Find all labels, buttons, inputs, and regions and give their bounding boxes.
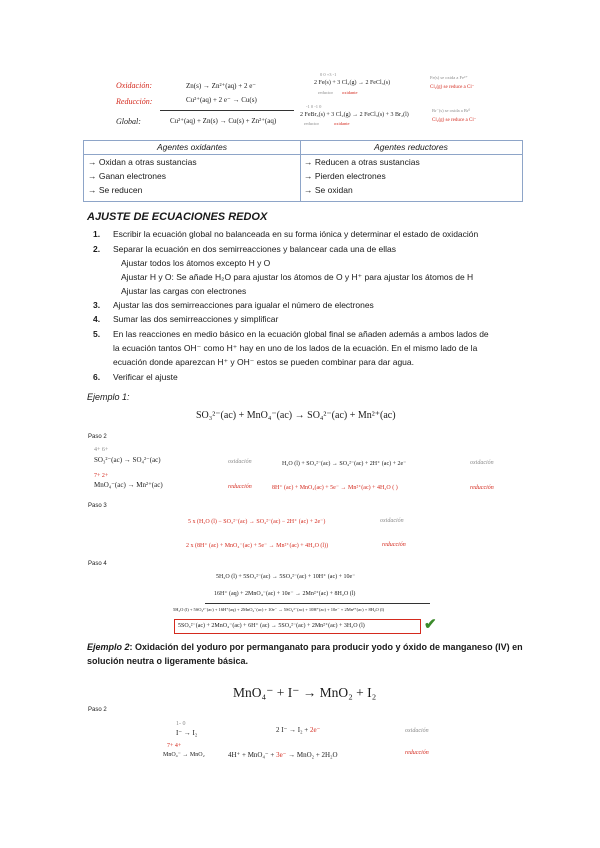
- example2-title-italic: Ejemplo 2: [87, 642, 130, 652]
- cu-reduction-eq: Cu²⁺(aq) + 2 e⁻ → Cu(s): [186, 96, 257, 104]
- step5-line-3: ecuación donde aparezcan H⁺ y OH⁻ estos se pueden combinar para dar agua.: [113, 357, 414, 367]
- step-item: [93, 329, 489, 339]
- example2-title: [87, 642, 523, 652]
- ajuste-title: AJUSTE DE ECUACIONES REDOX: [87, 211, 268, 223]
- red-half-left: MnO₄⁻ → MnO₂: [163, 752, 205, 758]
- br-ox-numbers: -1 0 -1 0: [306, 104, 322, 109]
- red-numbers: 7+ 4+: [167, 743, 182, 749]
- step-item: [93, 244, 396, 254]
- reduccion-word: reducción: [228, 484, 252, 490]
- paso3-label: Paso 3: [88, 503, 107, 509]
- red-half-left: MnO₄⁻(ac) → Mn²⁺(ac): [94, 481, 163, 489]
- reduccion-label: Reducción:: [116, 97, 153, 106]
- fe-note-2: Cl₂(g) se reduce a Cl⁻: [430, 85, 475, 90]
- step-text: Ajustar las dos semirreacciones para igualar el número de electrones: [113, 300, 374, 310]
- step-item: [93, 314, 278, 324]
- zn-oxidation-eq: Zn(s) → Zn²⁺(aq) + 2 e⁻: [186, 82, 256, 90]
- br-note-1: Br⁻(s) se oxida a Br⁰: [432, 108, 471, 113]
- oxidizing-row: → Oxidan a otras sustancias: [88, 157, 197, 167]
- br-oxidante: oxidante: [334, 121, 350, 126]
- red-half-balanced: [228, 751, 338, 759]
- reducing-agents-column: [300, 141, 522, 201]
- red-half-balanced-left: 4H⁺ + MnO₄⁻ +: [228, 751, 277, 759]
- ox-half-balanced: H₂O (l) + SO₃²⁻(ac) → SO₄²⁻(ac) + 2H⁺ (ac) + 2e⁻: [282, 461, 407, 467]
- step-text: Separar la ecuación en dos semirreacciones y balancear cada una de ellas: [113, 244, 397, 254]
- paso2-label: Paso 2: [88, 434, 107, 440]
- paso3-red: 2 x (8H⁺ (ac) + MnO₄⁻(ac) + 5e⁻ → Mn²⁺(ac) + 4H₂O (l)): [186, 543, 329, 549]
- checkmark-icon: ✔: [424, 616, 437, 633]
- paso4-label: Paso 4: [88, 561, 107, 567]
- ox-half-balanced-body: 2 I⁻ → I₂ +: [276, 726, 310, 734]
- step-text: En las reacciones en medio básico en la ecuación global final se añaden además a ambos lados de: [113, 329, 489, 339]
- ox-numbers: 4+ 6+: [94, 447, 109, 453]
- fe-eq: 2 Fe(s) + 3 Cl₂(g) → 2 FeCl₃(s): [314, 80, 391, 86]
- paso3-ox: 5 x (H₂O (l) − SO₃²⁻(ac) → SO₄²⁻(ac) − 2H⁺ (ac) + 2e⁻): [188, 519, 326, 525]
- paso2-label: Paso 2: [88, 707, 107, 713]
- reduccion-word: reducción: [382, 542, 406, 548]
- step-item: [93, 300, 374, 310]
- step5-line-2: la ecuación tantos OH⁻ como H⁺ hay en uno de los lados de la ecuación. En el mismo lado de la: [113, 343, 478, 353]
- step-number: 5.: [93, 329, 101, 339]
- ox-numbers: 1- 0: [176, 721, 186, 727]
- example2-equation: MnO₄⁻ + I⁻ → MnO₂ + I₂: [233, 685, 377, 700]
- example1-title: Ejemplo 1:: [87, 392, 130, 402]
- example2-title-rest: : Oxidación del yoduro por permanganato para producir yodo y óxido de manganeso (IV) en: [129, 642, 523, 652]
- oxidacion-label: Oxidación:: [116, 81, 152, 90]
- step-number: 2.: [93, 244, 101, 254]
- fe-ox-numbers: 0 0 +3 -1: [320, 72, 337, 77]
- example1-equation: SO₃²⁻(ac) + MnO₄⁻(ac) → SO₄²⁻(ac) + Mn²⁺(ac): [196, 410, 396, 421]
- reducing-agents-header: Agentes reductores: [300, 141, 522, 155]
- oxidizing-agents-header: Agentes oxidantes: [84, 141, 300, 155]
- oxidizing-row: → Ganan electrones: [88, 171, 166, 181]
- oxidacion-word: oxidación: [380, 518, 404, 524]
- ox-electrons: 2e⁻: [310, 726, 321, 734]
- br-eq: 2 FeBr₃(s) + 3 Cl₂(g) → 2 FeCl₃(s) + 3 Br₂(l): [300, 112, 409, 118]
- red-half-balanced: 8H⁺ (ac) + MnO₄(ac) + 5e⁻ → Mn²⁺(ac) + 4H₂O ( ): [272, 485, 398, 491]
- paso4-line-1: 5H₂O (l) + 5SO₃²⁻(ac) → 5SO₄²⁻(ac) + 10H⁺ (ac) + 10e⁻: [216, 574, 356, 580]
- oxidacion-word: oxidación: [405, 728, 429, 734]
- reduccion-word: reducción: [470, 485, 494, 491]
- red-electrons: 3e⁻: [276, 751, 287, 759]
- oxidacion-word: oxidación: [228, 459, 252, 465]
- paso4-line-2: 16H⁺ (aq) + 2MnO₄⁻(ac) + 10e⁻ → 2Mn²⁺(ac) + 8H₂O (l): [214, 591, 356, 597]
- step-number: 6.: [93, 372, 101, 382]
- step-item: [93, 229, 478, 239]
- paso4-final: 5SO₃²⁻(ac) + 2MnO₄⁻(ac) + 6H⁺ (ac) → 5SO₄²⁻(ac) + 2Mn²⁺(ac) + 3H₂O (l): [178, 623, 365, 629]
- red-numbers: 7+ 2+: [94, 473, 109, 479]
- substep: Ajustar todos los átomos excepto H y O: [121, 258, 271, 268]
- reducing-row: → Pierden electrones: [304, 171, 386, 181]
- ox-half-balanced: [276, 726, 320, 734]
- step-text: Escribir la ecuación global no balanceada en su forma iónica y determinar el estado de oxidación: [113, 229, 479, 239]
- substep: Ajustar las cargas con electrones: [121, 286, 247, 296]
- step-text: Verificar el ajuste: [113, 372, 178, 382]
- sum-line: [160, 110, 294, 111]
- paso4-line-3: 5H₂O (l) + 5SO₃²⁻(ac) + 16H⁺(aq) + 2MnO₄⁻(ac) + 10e⁻ → 5SO₄²⁻(ac) + 10H⁺(ac) + 10e⁻ + 2Mn²⁺(ac) + 8H₂O (l): [173, 607, 385, 612]
- fe-oxidante: oxidante: [342, 90, 358, 95]
- step-text: Sumar las dos semirreacciones y simplificar: [113, 314, 279, 324]
- substep: Ajustar H y O: Se añade H₂O para ajustar los átomos de O y H⁺ para ajustar los átomos de H: [121, 272, 474, 282]
- fe-reductor: reductor: [318, 90, 333, 95]
- fe-note-1: Fe(s) se oxida a Fe³⁺: [430, 75, 468, 80]
- ox-half-left: SO₃²⁻(ac) → SO₄²⁻(ac): [94, 456, 161, 464]
- step-item: [93, 372, 178, 382]
- reducing-row: → Reducen a otras sustancias: [304, 157, 420, 167]
- example2-title-line-2: solución neutra o ligeramente básica.: [87, 656, 249, 666]
- reducing-row: → Se oxidan: [304, 185, 353, 195]
- red-half-balanced-right: → MnO₂ + 2H₂O: [286, 751, 338, 759]
- oxidacion-word: oxidación: [470, 460, 494, 466]
- ox-half-left: I⁻ → I₂: [176, 729, 198, 737]
- br-reductor: reductor: [304, 121, 319, 126]
- step-number: 4.: [93, 314, 101, 324]
- agents-table: [83, 140, 523, 202]
- oxidizing-row: → Se reducen: [88, 185, 143, 195]
- oxidizing-agents-column: [84, 141, 301, 201]
- sum-line: [205, 603, 430, 604]
- global-label: Global:: [116, 117, 141, 126]
- reduccion-word: reducción: [405, 750, 429, 756]
- br-note-2: Cl₂(g) se reduce a Cl⁻: [432, 118, 477, 123]
- step-number: 3.: [93, 300, 101, 310]
- step-number: 1.: [93, 229, 101, 239]
- global-eq: Cu²⁺(aq) + Zn(s) → Cu(s) + Zn²⁺(aq): [170, 117, 277, 125]
